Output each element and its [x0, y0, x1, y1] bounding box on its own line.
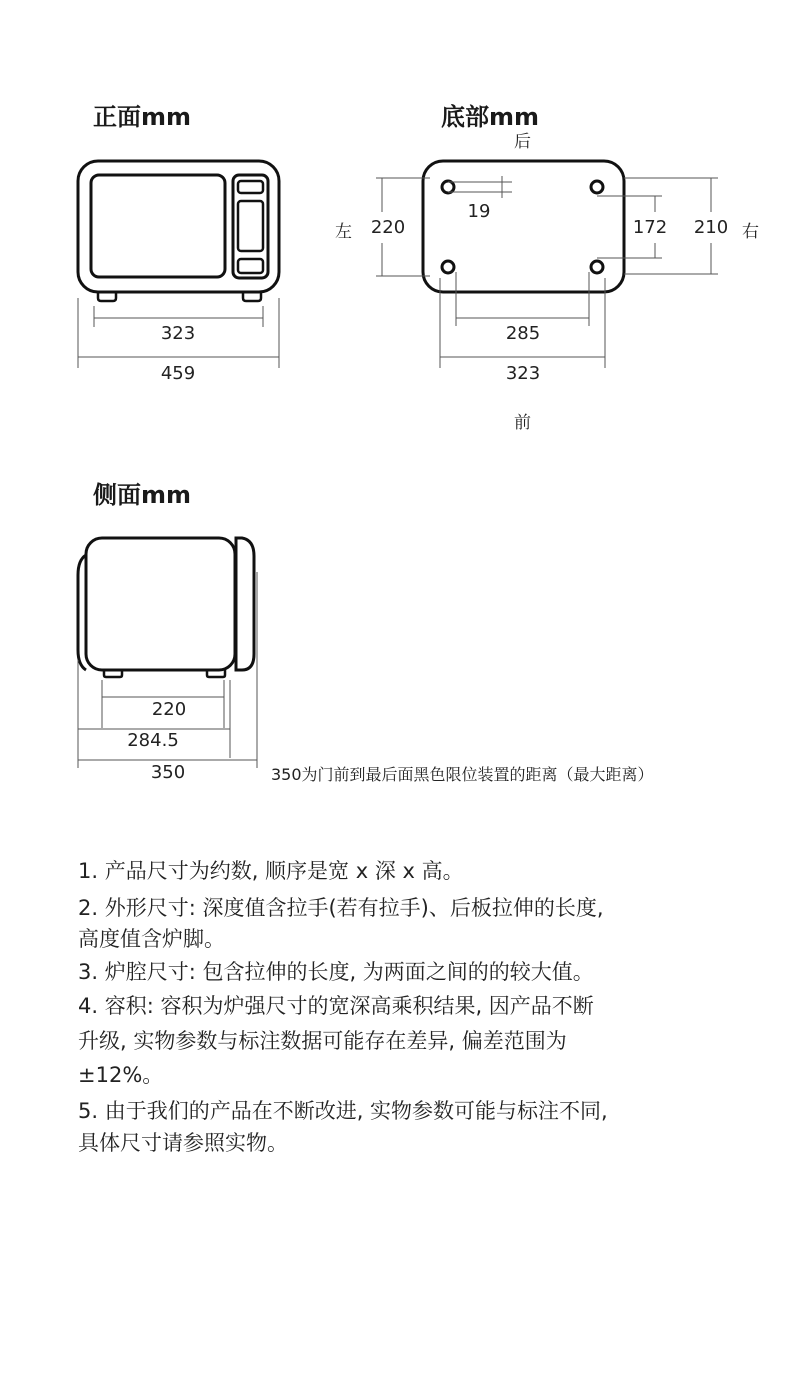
note-line: 高度值含炉脚。 — [78, 927, 225, 951]
side-body — [86, 538, 235, 670]
side-total-depth-label: 350 — [150, 762, 186, 783]
bottom-view-title: 底部mm — [441, 103, 540, 131]
note-line: ±12%。 — [78, 1063, 164, 1087]
bottom-front-label: 前 — [514, 413, 531, 433]
note-line: 2. 外形尺寸: 深度值含拉手(若有拉手)、后板拉伸的长度, — [78, 896, 604, 920]
bottom-depth-right-label: 210 — [693, 217, 729, 238]
note-line: 升级, 实物参数与标注数据可能存在差异, 偏差范围为 — [78, 1029, 567, 1053]
bottom-left-label: 左 — [335, 222, 352, 242]
side-foot-span-label: 220 — [151, 699, 187, 720]
side-view-title: 侧面mm — [93, 481, 192, 509]
bottom-back-label: 后 — [514, 132, 531, 152]
bottom-right-label: 右 — [742, 222, 759, 242]
bottom-foot-offset-label: 19 — [467, 201, 491, 222]
note-line: 具体尺寸请参照实物。 — [78, 1131, 288, 1155]
bottom-depth-left-label: 220 — [370, 217, 406, 238]
front-outer-width-label: 459 — [160, 363, 196, 384]
side-depth-note: 350为门前到最后面黑色限位装置的距离（最大距离） — [271, 765, 654, 784]
note-line: 4. 容积: 容积为炉强尺寸的宽深高乘积结果, 因产品不断 — [78, 994, 594, 1018]
note-line: 3. 炉腔尺寸: 包含拉伸的长度, 为两面之间的的较大值。 — [78, 960, 594, 984]
bottom-foot-width-label: 285 — [505, 323, 541, 344]
side-door — [236, 538, 254, 670]
note-line: 1. 产品尺寸为约数, 顺序是宽 x 深 x 高。 — [78, 859, 464, 883]
bottom-width-label: 323 — [505, 363, 541, 384]
bottom-foot-depth-label: 172 — [632, 217, 668, 238]
note-line: 5. 由于我们的产品在不断改进, 实物参数可能与标注不同, — [78, 1099, 608, 1123]
front-inner-width-label: 323 — [160, 323, 196, 344]
side-body-depth-label: 284.5 — [127, 730, 179, 751]
front-view-title: 正面mm — [93, 103, 192, 131]
